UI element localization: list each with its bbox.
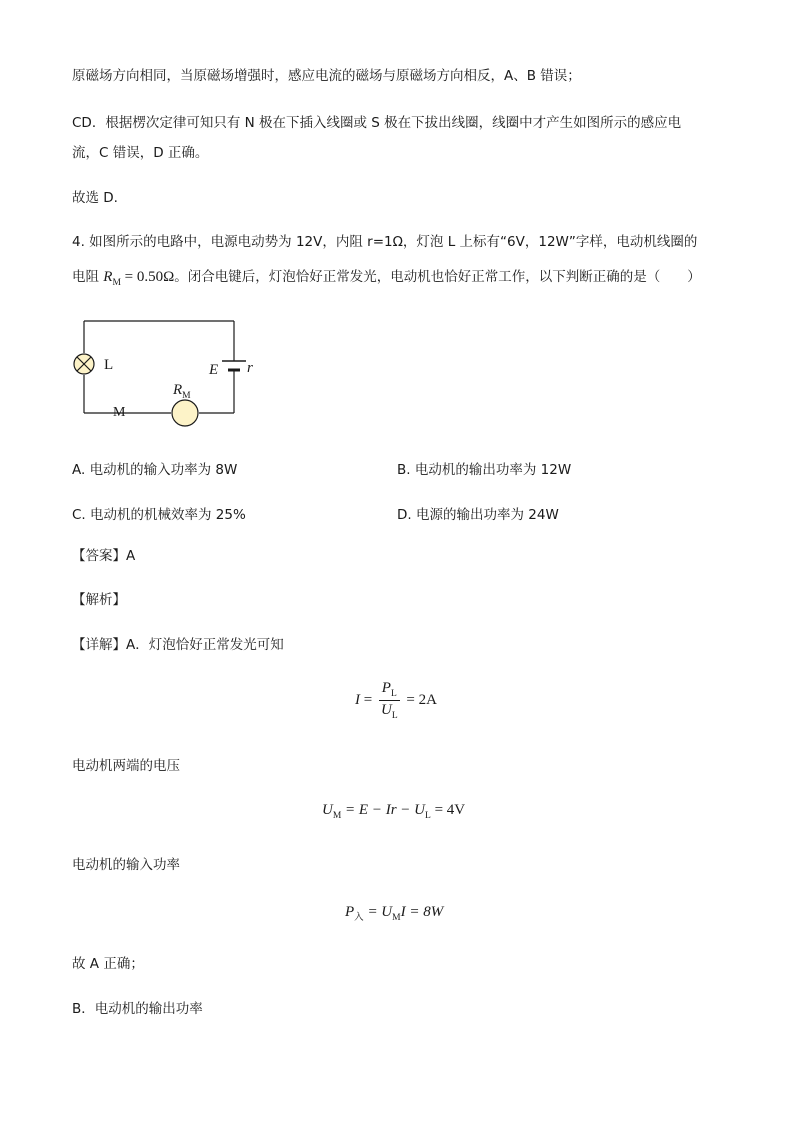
eq-subscript: 入 (354, 912, 364, 923)
lamp-label: L (104, 357, 114, 373)
text-line: B．电动机的输出功率 (72, 1001, 203, 1017)
eq-symbol: P (381, 680, 391, 696)
eq-symbol: I (355, 691, 360, 708)
q4-text: 。闭合电键后，灯泡恰好正常发光，电动机也恰好正常工作，以下判断正确的是（ ） (174, 269, 701, 285)
eq-symbol: U (322, 802, 333, 818)
motor-icon (172, 400, 198, 426)
text-line: 电动机的输入功率 (72, 857, 180, 873)
equation-motor-voltage (322, 802, 465, 819)
motor-label: M (113, 405, 126, 420)
eq-body: = E − Ir − U (345, 802, 425, 818)
para-line: 原磁场方向相同，当原磁场增强时，感应电流的磁场与原磁场方向相反，A、B 错误； (72, 68, 581, 84)
rm-value: = 0.50Ω (120, 269, 175, 285)
eq-subscript: L (391, 711, 398, 721)
para-line: 故选 D. (72, 190, 118, 206)
question-4-line-2 (72, 268, 701, 288)
para-line: CD．根据楞次定律可知只有 N 极在下插入线圈或 S 极在下拔出线圈，线圈中才产生如图所示的感应电 (72, 115, 682, 131)
eq-symbol: P (345, 904, 355, 920)
eq-result: = 4V (434, 802, 466, 818)
eq-subscript: M (332, 811, 342, 821)
emf-label: E (209, 362, 219, 378)
equation-input-power (345, 904, 443, 921)
eq-symbol: U (380, 702, 392, 718)
fraction (379, 680, 400, 721)
text-line: 电动机两端的电压 (72, 758, 180, 774)
para-line: 流，C 错误，D 正确。 (72, 145, 209, 161)
analysis-label: 【解析】 (72, 592, 126, 608)
q4-text: 电阻 (72, 269, 99, 285)
equation-current: I = $\frac{P_L}{U_L}$ = 2A (355, 680, 437, 721)
option-d: D. 电源的输出功率为 24W (397, 507, 559, 523)
eq-result: = 2A (406, 691, 437, 708)
rm-subscript: M (112, 278, 121, 288)
option-a: A. 电动机的输入功率为 8W (72, 462, 238, 478)
eq-subscript: L (390, 689, 397, 699)
rm-symbol: R (103, 269, 113, 285)
rm-label-symbol: R (173, 382, 183, 398)
question-4-line: 4. 如图所示的电路中，电源电动势为 12V，内阻 r=1Ω，灯泡 L 上标有“6V，12W”字样，电动机线圈的 (72, 234, 698, 250)
internal-resistance-label: r (247, 360, 253, 376)
eq-subscript: M (392, 913, 401, 923)
option-b: B. 电动机的输出功率为 12W (397, 462, 572, 478)
eq-result: I = 8W (400, 904, 444, 920)
option-c: C. 电动机的机械效率为 25% (72, 507, 246, 523)
battery-icon (222, 361, 246, 370)
eq-subscript: L (425, 811, 431, 821)
rm-label-subscript: M (182, 391, 191, 401)
answer-label: 【答案】A (72, 548, 136, 564)
rm-label (173, 382, 191, 399)
rm-formula (103, 269, 175, 288)
text-line: 故 A 正确； (72, 956, 144, 972)
eq-body: = U (367, 904, 393, 920)
circuit-diagram (66, 312, 266, 434)
lamp-icon (74, 354, 94, 374)
detail-line: 【详解】A．灯泡恰好正常发光可知 (72, 637, 284, 653)
